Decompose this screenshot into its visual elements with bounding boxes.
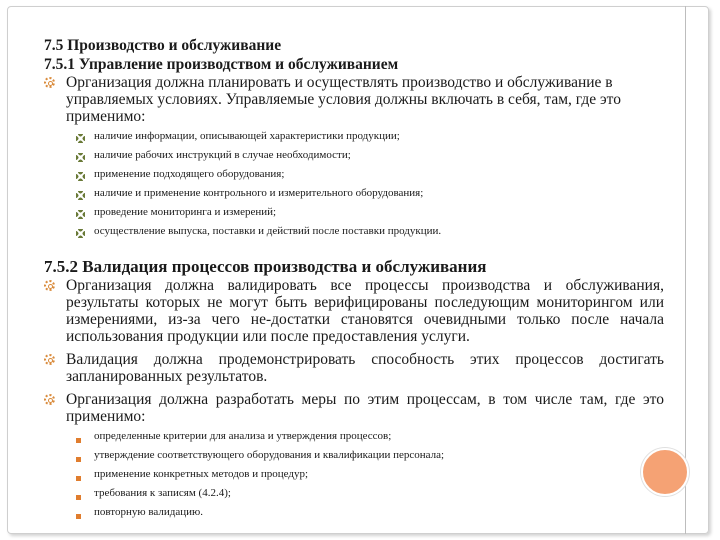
list-item: требования к записям (4.2.4); [76,486,664,505]
list-item: проведение мониторинга и измерений; [76,205,664,224]
list-item: определенные критерии для анализа и утверждения процессов; [76,429,664,448]
list-item: повторную валидацию. [76,505,664,524]
square-bullet-icon [76,438,81,443]
square-bullet-icon [76,514,81,519]
sub-list-7-5-2 [76,429,664,524]
slide-content [44,36,664,524]
diamond-bullet-icon [76,153,85,162]
bullet-text: Организация должна разработать меры по этим процессам, в том числе там, где это применимо: [66,391,664,425]
square-bullet-icon [76,495,81,500]
list-item: наличие и применение контрольного и измерительного оборудования; [76,186,664,205]
sub-list-7-5-1 [76,129,664,243]
bullet-text: Организация должна валидировать все процессы производства и обслуживания, результаты которых не могут быть верифицированы последующим мониторингом или измерениями, из-за чего не-достатки становятся очевидными только после начала использования продукции или после предоставления услуги. [66,277,664,345]
heading-7-5: 7.5 Производство и обслуживание [44,37,282,54]
list-item: наличие рабочих инструкций в случае необходимости; [76,148,664,167]
bullet-text: Валидация должна продемонстрировать способность этих процессов достигать запланированных результатов. [66,351,664,385]
gear-bullet-icon [44,77,55,88]
diamond-bullet-icon [76,134,85,143]
square-bullet-icon [76,457,81,462]
list-item: применение конкретных методов и процедур; [76,467,664,486]
gear-bullet-icon [44,394,55,405]
diamond-bullet-icon [76,191,85,200]
square-bullet-icon [76,476,81,481]
bullet-validation-1 [44,277,664,345]
list-item: утверждение соответствующего оборудования и квалификации персонала; [76,448,664,467]
gear-bullet-icon [44,280,55,291]
bullet-7-5-1 [44,74,664,125]
bullet-validation-3 [44,391,664,425]
heading-7-5-2: 7.5.2 Валидация процессов производства и обслуживания [44,257,487,276]
list-item: осуществление выпуска, поставки и действий после поставки продукции. [76,224,664,243]
heading-7-5-1: 7.5.1 Управление производством и обслуживанием [44,56,399,73]
diamond-bullet-icon [76,210,85,219]
list-item: наличие информации, описывающей характеристики продукции; [76,129,664,148]
bullet-text: Организация должна планировать и осуществлять производство и обслуживание в управляемых условиях. Управляемые условия должны включать в себя, там, где это применимо: [66,74,621,125]
slide-right-rule [685,6,686,534]
diamond-bullet-icon [76,172,85,181]
gear-bullet-icon [44,354,55,365]
list-item: применение подходящего оборудования; [76,167,664,186]
diamond-bullet-icon [76,229,85,238]
bullet-validation-2 [44,351,664,385]
